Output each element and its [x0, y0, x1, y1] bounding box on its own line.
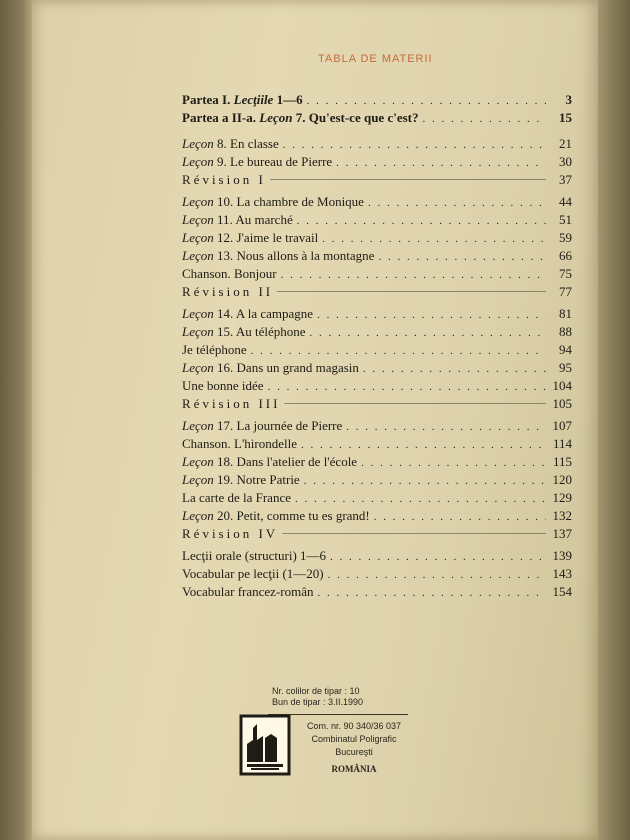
- printer-logo-icon: [239, 714, 291, 776]
- toc-leader: [297, 215, 546, 227]
- toc-page-number: 30: [559, 154, 572, 169]
- toc-leader: [310, 327, 547, 339]
- toc-leader: [378, 251, 546, 263]
- toc-lesson-title: 15. Au téléphone: [217, 324, 306, 339]
- toc-leader: [284, 394, 546, 405]
- toc-leader: [317, 309, 546, 321]
- toc-title: Révision IV: [182, 526, 279, 541]
- toc-row: [182, 136, 572, 154]
- toc-row: [182, 194, 572, 212]
- toc-row: [182, 548, 572, 566]
- toc-lesson-title: 7. Qu'est-ce que c'est?: [295, 110, 419, 125]
- toc-lesson-label: Leçon: [182, 212, 214, 227]
- toc-lesson-label: Leçon: [182, 360, 214, 375]
- toc-page-number: 37: [559, 172, 572, 187]
- toc-leader: [281, 269, 546, 281]
- toc-page-number: 114: [552, 436, 572, 451]
- toc-lesson-title: 8. En classe: [217, 136, 279, 151]
- toc-lesson-label: Leçon: [182, 194, 214, 209]
- toc-row: [182, 566, 572, 584]
- toc-row: [182, 360, 572, 378]
- toc-leader: [330, 551, 546, 563]
- toc-lesson-title: 18. Dans l'atelier de l'école: [217, 454, 358, 469]
- toc-title: [182, 472, 300, 488]
- toc-part-prefix: Partea a II-a.: [182, 110, 257, 125]
- toc-lesson-title: 10. La chambre de Monique: [217, 194, 364, 209]
- toc-lesson-title: 20. Petit, comme tu es grand!: [217, 508, 370, 523]
- toc-page-number: 51: [559, 212, 572, 227]
- toc-lesson-label: Leçon: [182, 136, 214, 151]
- toc-row: [182, 248, 572, 266]
- toc-leader: [301, 439, 546, 451]
- toc-title: [182, 92, 303, 108]
- toc-leader: [423, 113, 547, 125]
- toc-lesson-label: Leçon: [182, 230, 214, 245]
- right-book-edge: [598, 0, 630, 840]
- toc-page-number: 105: [552, 396, 572, 411]
- toc-leader: [336, 157, 546, 169]
- toc-lesson-label: Leçon: [182, 248, 214, 263]
- toc-page-number: 88: [559, 324, 572, 339]
- toc-lesson-label: Leçon: [182, 154, 214, 169]
- toc-leader: [251, 345, 546, 357]
- toc-lesson-label: Leçon: [182, 306, 214, 321]
- toc-leader: [307, 95, 546, 107]
- toc-title: [182, 110, 419, 126]
- toc-leader: [270, 170, 546, 181]
- toc-title: [182, 136, 279, 152]
- toc-title: Chanson. L'hirondelle: [182, 436, 297, 451]
- toc-lesson-title: 9. Le bureau de Pierre: [217, 154, 333, 169]
- toc-leader: [368, 197, 546, 209]
- toc-leader: [295, 493, 546, 505]
- toc-lesson-title: 19. Notre Patrie: [217, 472, 300, 487]
- left-book-edge: [0, 0, 32, 840]
- toc-page-number: 15: [559, 110, 572, 125]
- toc-row: [182, 472, 572, 490]
- toc-page-number: 129: [552, 490, 572, 505]
- toc-row: [182, 342, 572, 360]
- toc-lesson-label: Leçon: [182, 418, 214, 433]
- toc-title: [182, 454, 357, 470]
- toc-title: [182, 230, 318, 246]
- toc-page-number: 75: [559, 266, 572, 281]
- toc-page-number: 77: [559, 284, 572, 299]
- toc-revision-row: [182, 172, 572, 190]
- colophon-sheets: Nr. colilor de tipar : 10: [272, 686, 360, 696]
- toc-row: [182, 212, 572, 230]
- toc-leader: [277, 282, 546, 293]
- toc-lesson-label: Lecţiile: [233, 92, 274, 107]
- toc-lesson-title: 1—6: [276, 92, 303, 107]
- toc-page-number: 120: [552, 472, 572, 487]
- toc-row: [182, 324, 572, 342]
- toc-title: Vocabular pe lecţii (1—20): [182, 566, 324, 581]
- toc-title: Chanson. Bonjour: [182, 266, 277, 281]
- toc-row: [182, 454, 572, 472]
- toc-page-number: 154: [552, 584, 572, 599]
- toc-title: Révision II: [182, 284, 274, 299]
- toc-page-number: 115: [552, 454, 572, 469]
- toc-title: Lecţii orale (structuri) 1—6: [182, 548, 327, 563]
- toc-lesson-title: 11. Au marché: [217, 212, 293, 227]
- toc-lesson-title: 16. Dans un grand magasin: [217, 360, 359, 375]
- toc-title: [182, 418, 342, 434]
- toc-title: Vocabular francez-român: [182, 584, 314, 599]
- toc-title: [182, 248, 374, 264]
- toc-title: [182, 212, 293, 228]
- toc-page-number: 139: [552, 548, 572, 563]
- colophon: [272, 686, 363, 708]
- imprint-printer: Combinatul Poligrafic: [311, 734, 397, 744]
- toc-lesson-title: 13. Nous allons à la montagne: [217, 248, 375, 263]
- toc-leader: [363, 363, 546, 375]
- toc-leader: [361, 457, 546, 469]
- toc-row: [182, 110, 572, 128]
- toc-page-number: 3: [565, 92, 572, 107]
- table-of-contents: [182, 92, 572, 602]
- toc-page-number: 137: [552, 526, 572, 541]
- toc-lesson-label: Leçon: [182, 472, 214, 487]
- toc-revision-row: [182, 526, 572, 544]
- toc-row: [182, 490, 572, 508]
- toc-page-number: 66: [559, 248, 572, 263]
- toc-gap: [182, 128, 572, 136]
- toc-revision-row: [182, 284, 572, 302]
- toc-row: [182, 230, 572, 248]
- toc-lesson-label: Leçon: [182, 454, 214, 469]
- toc-title: [182, 508, 370, 524]
- toc-revision-row: [182, 396, 572, 414]
- imprint-order: Com. nr. 90 340/36 037: [306, 721, 402, 731]
- toc-row: [182, 584, 572, 602]
- toc-part-prefix: Partea I.: [182, 92, 231, 107]
- toc-page-number: 21: [559, 136, 572, 151]
- toc-row: [182, 418, 572, 436]
- toc-leader: [268, 381, 546, 393]
- toc-page-number: 132: [552, 508, 572, 523]
- toc-page-number: 44: [559, 194, 572, 209]
- toc-row: [182, 92, 572, 110]
- toc-row: [182, 436, 572, 454]
- toc-leader: [282, 524, 546, 535]
- toc-title: Révision III: [182, 396, 281, 411]
- toc-leader: [346, 421, 546, 433]
- toc-title: La carte de la France: [182, 490, 291, 505]
- toc-row: [182, 306, 572, 324]
- toc-page-number: 143: [552, 566, 572, 581]
- toc-leader: [318, 587, 547, 599]
- page-heading: TABLA DE MATERII: [318, 53, 433, 65]
- toc-leader: [304, 475, 546, 487]
- toc-lesson-label: Leçon: [259, 110, 293, 125]
- toc-lesson-label: Leçon: [182, 508, 214, 523]
- toc-lesson-title: 14. A la campagne: [217, 306, 314, 321]
- toc-lesson-title: 12. J'aime le travail: [217, 230, 319, 245]
- imprint-city: Bucureşti: [335, 747, 373, 757]
- toc-title: [182, 194, 364, 210]
- toc-page-number: 107: [552, 418, 572, 433]
- toc-leader: [322, 233, 546, 245]
- toc-title: Je téléphone: [182, 342, 247, 357]
- toc-page-number: 95: [559, 360, 572, 375]
- toc-title: Une bonne idée: [182, 378, 264, 393]
- toc-page-number: 59: [559, 230, 572, 245]
- toc-title: [182, 154, 332, 170]
- toc-page-number: 94: [559, 342, 572, 357]
- colophon-print-date: Bun de tipar : 3.II.1990: [272, 697, 364, 707]
- toc-leader: [328, 569, 546, 581]
- toc-lesson-title: 17. La journée de Pierre: [217, 418, 343, 433]
- toc-leader: [283, 139, 546, 151]
- toc-lesson-label: Leçon: [182, 324, 214, 339]
- toc-title: [182, 324, 306, 340]
- toc-title: Révision I: [182, 172, 266, 187]
- toc-page-number: 104: [552, 378, 572, 393]
- printer-imprint: [300, 720, 408, 776]
- imprint-country: ROMÂNIA: [331, 764, 377, 774]
- toc-page-number: 81: [559, 306, 572, 321]
- toc-title: [182, 306, 313, 322]
- toc-title: [182, 360, 359, 376]
- toc-leader: [374, 511, 546, 523]
